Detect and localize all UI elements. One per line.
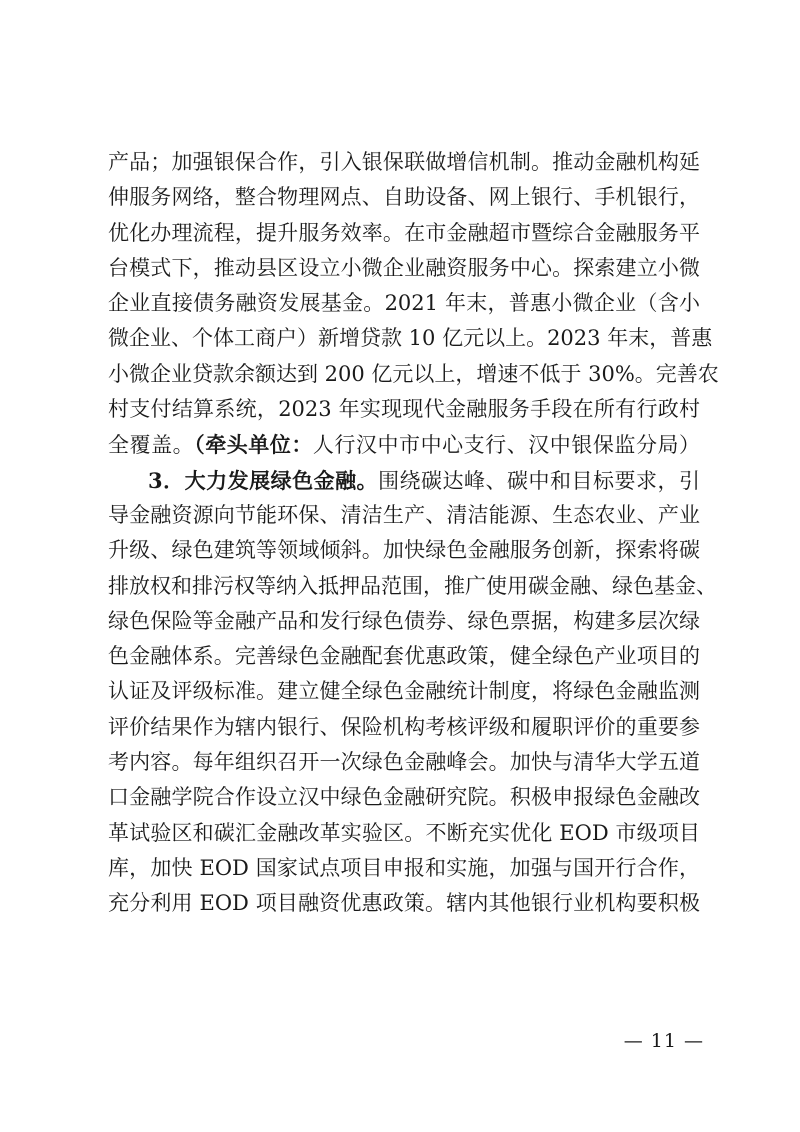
text-line: 伸服务网络，整合物理网点、自助设备、网上银行、手机银行，: [108, 185, 700, 210]
lead-label: （牵头单位：: [194, 432, 313, 458]
text-line: 升级、绿色建筑等领域倾斜。加快绿色金融服务创新，探索将碳: [108, 538, 700, 563]
section-heading: 3．大力发展绿色金融。: [148, 467, 379, 493]
text-line: 导金融资源向节能环保、清洁生产、清洁能源、生态农业、产业: [108, 502, 700, 527]
text-line: 微企业、个体工商户）新增贷款 10 亿元以上。2023 年末，普惠: [108, 326, 713, 351]
text-line: 考内容。每年组织召开一次绿色金融峰会。加快与清华大学五道: [108, 750, 700, 775]
text-line: 认证及评级标准。建立健全绿色金融统计制度，将绿色金融监测: [108, 679, 700, 704]
text-line: 产品；加强银保合作，引入银保联做增信机制。推动金融机构延: [108, 150, 700, 174]
text-line: 革试验区和碳汇金融改革实验区。不断充实优化 EOD 市级项目: [108, 820, 700, 845]
text-segment: 全覆盖。: [108, 433, 195, 458]
text-line: 评价结果作为辖内银行、保险机构考核评级和履职评价的重要参: [108, 714, 700, 739]
text-line: 小微企业贷款余额达到 200 亿元以上，增速不低于 30%。完善农: [108, 361, 719, 386]
body-text: [108, 145, 719, 922]
text-line: 色金融体系。完善绿色金融配套优惠政策，健全绿色产业项目的: [108, 644, 700, 669]
text-line: 排放权和排污权等纳入抵押品范围，推广使用碳金融、绿色基金、: [108, 573, 717, 598]
text-line: 村支付结算系统，2023 年实现现代金融服务手段在所有行政村: [108, 397, 700, 422]
text-line: 台模式下，推动县区设立小微企业融资服务中心。探索建立小微: [108, 255, 700, 280]
text-line: 库，加快 EOD 国家试点项目申报和实施，加强与国开行合作，: [108, 855, 700, 880]
text-line: 优化办理流程，提升服务效率。在市金融超市暨综合金融服务平: [108, 220, 700, 245]
text-segment: 围绕碳达峰、碳中和目标要求，引: [378, 468, 700, 493]
text-line: 企业直接债务融资发展基金。2021 年末，普惠小微企业（含小: [108, 291, 700, 316]
lead-units: 人行汉中市中心支行、汉中银保监分局）: [312, 433, 701, 458]
section-heading-line: [108, 463, 700, 498]
text-line: 充分利用 EOD 项目融资优惠政策。辖内其他银行业机构要积极: [108, 891, 700, 916]
text-line: 口金融学院合作设立汉中绿色金融研究院。积极申报绿色金融改: [108, 785, 700, 810]
text-line-lead-units: [108, 427, 700, 462]
page-number: — 11 —: [623, 1030, 704, 1052]
text-line: 绿色保险等金融产品和发行绿色债券、绿色票据，构建多层次绿: [108, 608, 700, 633]
